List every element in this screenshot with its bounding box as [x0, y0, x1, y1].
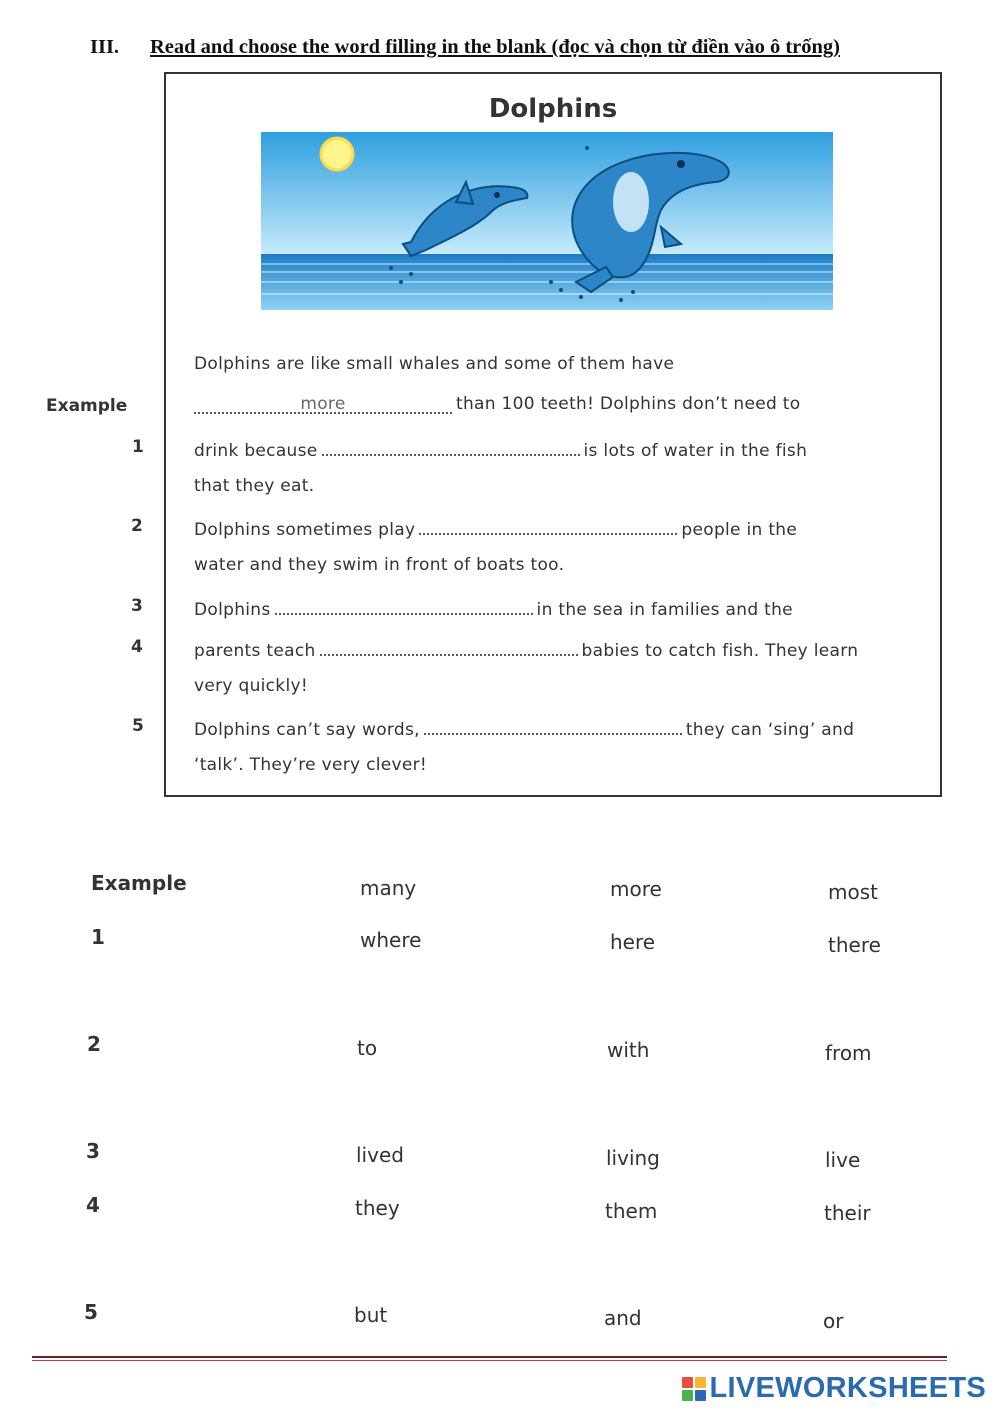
- option-choice[interactable]: many: [360, 876, 417, 900]
- logo-tile: [695, 1390, 706, 1401]
- option-choice[interactable]: to: [357, 1036, 378, 1060]
- passage-line-2: more than 100 teeth! Dolphins don’t need to: [194, 394, 800, 414]
- question-number-4: 4: [131, 637, 143, 657]
- question-number-3: 3: [131, 596, 143, 616]
- logo-tile: [682, 1390, 693, 1401]
- option-choice[interactable]: or: [823, 1309, 844, 1333]
- exercise-heading: [90, 36, 970, 59]
- blank-2[interactable]: [419, 515, 677, 535]
- footer-divider: [32, 1356, 947, 1358]
- blank-3[interactable]: [275, 595, 533, 615]
- passage-line-11: ‘talk’. They’re very clever!: [194, 755, 428, 775]
- option-row-label: Example: [91, 871, 187, 895]
- logo-tile: [695, 1377, 706, 1388]
- passage-line-7: Dolphins in the sea in families and the: [194, 595, 793, 620]
- question-number-1: 1: [132, 437, 144, 457]
- option-row-label: 5: [84, 1300, 98, 1324]
- option-choice[interactable]: there: [828, 933, 881, 957]
- option-choice[interactable]: they: [355, 1196, 400, 1220]
- option-choice[interactable]: from: [825, 1041, 872, 1065]
- blank-5[interactable]: [424, 715, 682, 735]
- passage-line-9: very quickly!: [194, 676, 308, 696]
- question-number-5: 5: [132, 716, 144, 736]
- option-choice[interactable]: them: [605, 1199, 658, 1223]
- option-row-label: 4: [86, 1193, 100, 1217]
- passage-box: [164, 72, 942, 797]
- sun-icon: [321, 138, 353, 170]
- passage-line-5: Dolphins sometimes play people in the: [194, 515, 797, 540]
- passage-line-3: drink because is lots of water in the fish: [194, 436, 807, 461]
- option-choice[interactable]: where: [360, 928, 422, 952]
- blank-4[interactable]: [320, 636, 578, 656]
- option-choice[interactable]: their: [824, 1201, 871, 1225]
- option-choice[interactable]: live: [825, 1148, 861, 1172]
- blank-1[interactable]: [322, 436, 580, 456]
- option-choice[interactable]: most: [828, 880, 878, 904]
- question-number-2: 2: [131, 516, 143, 536]
- option-row-label: 2: [87, 1032, 101, 1056]
- passage-line-1: Dolphins are like small whales and some of them have: [194, 354, 675, 374]
- liveworksheets-logo-icon: [682, 1377, 706, 1401]
- passage-line-10: Dolphins can’t say words, they can ‘sing’ and: [194, 715, 854, 740]
- passage-line-6: water and they swim in front of boats too.: [194, 555, 565, 575]
- passage-title: Dolphins: [488, 94, 618, 124]
- example-label: Example: [46, 396, 128, 416]
- exercise-number: III.: [90, 36, 120, 58]
- logo-tile: [682, 1377, 693, 1388]
- passage-line-4: that they eat.: [194, 476, 315, 496]
- example-answer-blank: more: [194, 394, 452, 414]
- option-choice[interactable]: lived: [356, 1143, 404, 1167]
- option-choice[interactable]: living: [606, 1146, 660, 1170]
- option-choice[interactable]: with: [607, 1038, 650, 1062]
- brand-name: LIVEWORKSHEETS: [709, 1372, 986, 1404]
- dolphins-illustration: [261, 132, 833, 310]
- option-choice[interactable]: here: [610, 930, 656, 954]
- option-choice[interactable]: more: [610, 877, 662, 901]
- option-choice[interactable]: and: [604, 1306, 642, 1330]
- option-choice[interactable]: but: [354, 1303, 388, 1327]
- liveworksheets-brand: [682, 1372, 987, 1405]
- option-row-label: 1: [91, 925, 105, 949]
- passage-line-8: parents teach babies to catch fish. They learn: [194, 636, 858, 661]
- option-row-label: 3: [86, 1139, 100, 1163]
- footer-divider-accent: [32, 1360, 947, 1361]
- exercise-instruction: Read and choose the word filling in the blank (đọc và chọn từ điền vào ô trống): [150, 36, 841, 58]
